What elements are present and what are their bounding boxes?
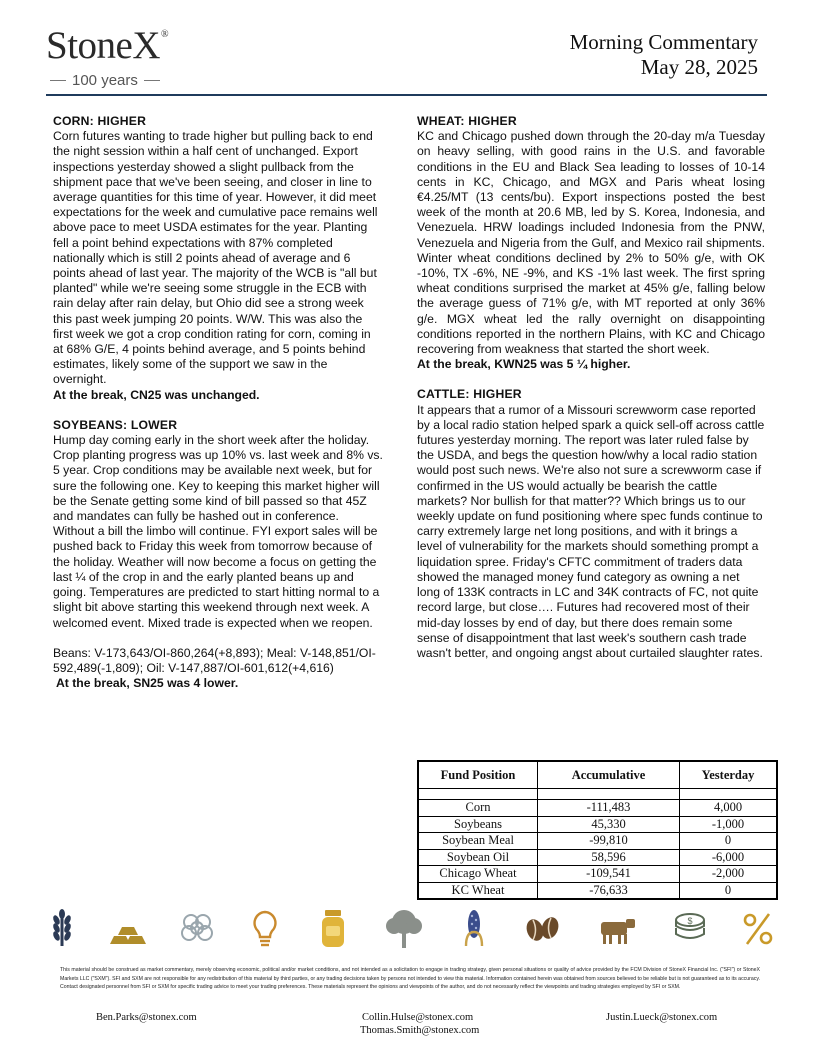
wheat-body: KC and Chicago pushed down through the 20-day m/a Tuesday on heavy selling, with good rains in the U.S. and favorable conditions in the EU and Black Sea leading to losses of 10-14 cents in KC, Chicago, and MGX and Paris wheat losing €4.25/MT (13 cents/bu). Export inspections posted the best week of the month at 20.6 MB, led by S. Korea, Indonesia, and Venezuela. HRW loadings included Indonesia from the PNW, Venezuela and Nigeria from the Gulf, and Mexico rail shipments. Winter wheat conditions declined by 2% to 50% g/e, with OK -10%, TX -6%, NE -9%, and KS -1% last week. The first spring wheat conditions surprised the market at 45% g/e, falling below the average guess of 71% g/e, with MT reported at only 36% g/e. MGX wheat led the rally overnight on disappointing conditions reported in the northern Plains, with KC and Chicago recovering from weakness that started the short week. (417, 129, 765, 357)
stonex-logo: StoneX® (46, 24, 169, 67)
row-name: Soybean Oil (418, 849, 538, 866)
wheat-close: At the break, KWN25 was 5 ¼ higher. (417, 357, 631, 372)
table-row (418, 849, 777, 866)
corn-icon (452, 906, 496, 950)
table-row (418, 800, 777, 817)
col-header-accumulative: Accumulative (538, 761, 680, 789)
table-row (418, 816, 777, 833)
fund-position-table (417, 760, 778, 900)
header-divider (46, 94, 767, 96)
wheat-heading: WHEAT: HIGHER (417, 114, 517, 128)
svg-text:$: $ (687, 916, 693, 926)
money-icon (668, 906, 712, 950)
row-name: Chicago Wheat (418, 866, 538, 883)
right-column (417, 114, 765, 661)
cattle-icon (595, 906, 639, 950)
logo-years-text: 100 years (72, 72, 138, 89)
row-name: Soybean Meal (418, 833, 538, 850)
row-accumulative: 45,330 (538, 816, 680, 833)
coffee-beans-icon (520, 906, 564, 950)
registered-mark: ® (161, 29, 169, 40)
legal-disclaimer: This material should be construed as market commentary, merely observing economic, political and/or market conditions, and not intended as a solicitation to engage in trading strategy, given personal situations or quality of advice provided by the FCM Division of StoneX Financial Inc. ("SFI") or StoneX Markets LLC ("SXM"). SFI and SXM are not responsible for any redistribution of this material by third parties, or any trading decisions taken by persons not intended to view this material. Information contained herein was obtained from sources believed to be reliable but is not guaranteed as to its accuracy. Contact designated personnel from SFI or SXM for specific trading advice to meet your trading preferences. These materials represent the opinions and viewpoints of the author, and do not necessarily reflect the viewpoints and trading strategies employed by SFI or SXM. (60, 967, 760, 991)
table-row (418, 866, 777, 883)
title-line: Morning Commentary (569, 30, 758, 54)
email-collin-hulse[interactable]: Collin.Hulse@stonex.com (362, 1012, 474, 1023)
email-ben-parks[interactable]: Ben.Parks@stonex.com (96, 1012, 197, 1023)
row-yesterday: 4,000 (680, 800, 778, 817)
row-accumulative: -76,633 (538, 882, 680, 899)
row-name: Corn (418, 800, 538, 817)
left-column (53, 114, 383, 691)
table-row (418, 833, 777, 850)
percent-icon (736, 906, 780, 950)
row-yesterday: 0 (680, 882, 778, 899)
logo-tagline (50, 72, 160, 89)
soybeans-heading: SOYBEANS: LOWER (53, 417, 178, 432)
table-row (418, 882, 777, 899)
corn-heading: CORN: HIGHER (53, 114, 147, 128)
col-header-yesterday: Yesterday (680, 761, 778, 789)
honey-jar-icon (311, 906, 355, 950)
wheat-icon (40, 906, 84, 950)
cotton-icon (175, 906, 219, 950)
gold-bars-icon (106, 906, 150, 950)
row-accumulative: -111,483 (538, 800, 680, 817)
row-yesterday: 0 (680, 833, 778, 850)
email-thomas-smith[interactable]: Thomas.Smith@stonex.com (360, 1025, 480, 1036)
soybeans-close: At the break, SN25 was 4 lower. (56, 676, 239, 691)
cattle-body: It appears that a rumor of a Missouri screwworm case reported by a local radio station helped spark a quick sell-off across cattle futures yesterday morning. The report was later ruled false by the USDA, and begs the question how/why a local radio station would post such news. We're also not sure a screwworm case if confirmed in the US would actually be bearish the cattle markets? Nor bullish for that matter?? Which brings us to our weekly update on fund positioning where spec funds continue to carry extremely large net long positions, and with it brings a level of vulnerability for the markets should something prompt a liquidation spree. Friday's CFTC commitment of traders data showed the managed money fund category as owning a net long of 133K contracts in LC and 34K contracts of FC, not quite record large, but close…. Futures had recovered most of their mid-day losses by end of day, but there does remain some sense of disappointment that last week's southern cash trade wasn't better, and ongoing angst about curtailed slaughter rates. (417, 402, 765, 660)
corn-body: Corn futures wanting to trade higher but pulling back to end the night session within a half cent of unchanged. Export inspections yesterday showed a slight pullback from the shipment pace that we've been seeing, and closer in line to average quantities for this time of year. However, it did meet expectations for the week and cumulative pace remains well above pace to meet USDA estimates for the year. Planting fell a point behind expectations with 87% completed nationally which is still 2 points ahead of average and 6 points ahead of last year. The majority of the WCB is "all but planted" while we're seeing some struggle in the ECB with rain delay after rain delay, but Ohio did see a strong week this past week jumping 20 points. W/W. This was also the first week we got a crop condition rating for corn, coming in at 68% G/E, 4 points behind average, and 5 points behind estimates, likely some of the support we saw in the overnight. (53, 129, 378, 387)
soybeans-body: Hump day coming early in the short week after the holiday. Crop planting progress was up 10% vs. last week and 8% vs. 5 year. Crop conditions may be available next week, but for sure the following one. Key to keeping this market higher will be the Senate getting some kind of bill passed so that 45Z and mandates can fully be hashed out in conference. Without a bill the limbo will continue. FYI export sales will be pushed back to Friday this week from tomorrow because of the holiday. Weather will now become a focus on getting the last ¼ of the crop in and the early planted beans up and going. Temperatures are predicted to start hitting normal to a slight bit above starting this weekend through next week. A welcomed event. Mixed trade is expected when we reopen. (53, 433, 383, 630)
commodity-icon-strip (40, 906, 780, 950)
table-header-row (418, 761, 777, 789)
row-accumulative: -99,810 (538, 833, 680, 850)
email-justin-lueck[interactable]: Justin.Lueck@stonex.com (606, 1012, 718, 1023)
col-header-fund-position: Fund Position (418, 761, 538, 789)
document-title (570, 30, 758, 80)
row-accumulative: 58,596 (538, 849, 680, 866)
soybeans-volume: Beans: V-173,643/OI-860,264(+8,893); Meal: V-148,851/OI-592,489(-1,809); Oil: V-147,887/OI-601,612(+4,616) (53, 645, 376, 675)
row-name: Soybeans (418, 816, 538, 833)
tree-icon (382, 906, 426, 950)
row-yesterday: -2,000 (680, 866, 778, 883)
row-yesterday: -1,000 (680, 816, 778, 833)
corn-close: At the break, CN25 was unchanged. (53, 387, 260, 402)
row-yesterday: -6,000 (680, 849, 778, 866)
row-accumulative: -109,541 (538, 866, 680, 883)
row-name: KC Wheat (418, 882, 538, 899)
lightbulb-icon (243, 906, 287, 950)
cattle-heading: CATTLE: HIGHER (417, 387, 522, 402)
title-date: May 28, 2025 (640, 55, 758, 80)
